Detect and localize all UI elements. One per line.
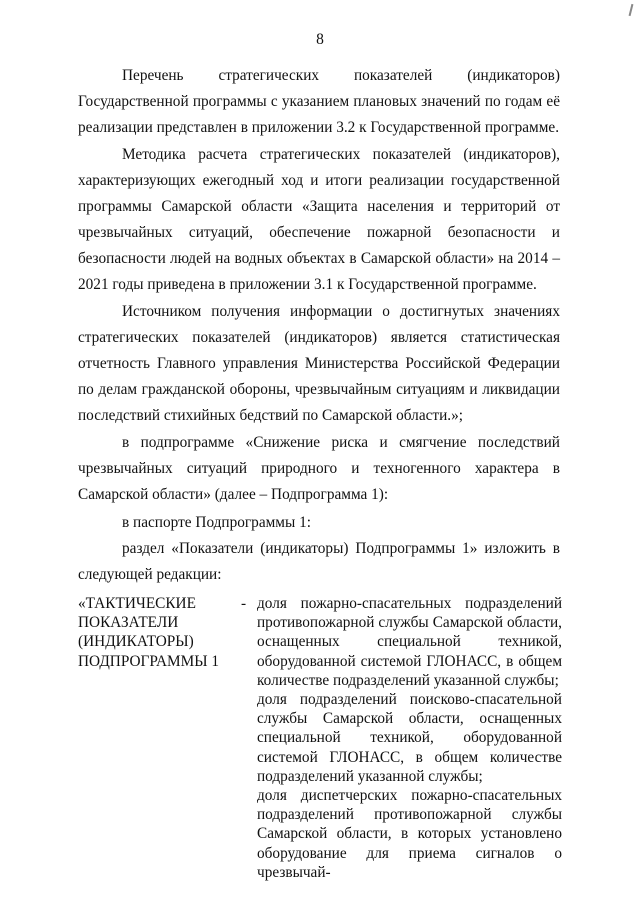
title-line: ПОДПРОГРАММЫ 1 (78, 652, 220, 670)
scan-mark (629, 4, 634, 16)
indicator-item: доля диспетчерских пожарно-спасательных подразделений противопожарной службы Самарской области, в которых установлено оборудование для приема сигналов о чрезвычай- (257, 787, 562, 881)
page-number: 8 (316, 31, 324, 48)
tactical-indicators-block (78, 594, 562, 881)
list-dash: - (241, 595, 247, 612)
paragraph-passport: в паспорте Подпрограммы 1: (122, 514, 311, 531)
paragraph-information-source: Источником получения информации о достигнутых значениях стратегических показателей (индикаторов) является статистическая отчетность Главного управления Министерства Российской Федерации по делам гражданской обороны, чрезвычайным ситуациям и ликвидации последствий стихийных бедствий по Самарской области.»; (78, 303, 560, 425)
title-line: (ИНДИКАТОРЫ) (78, 633, 194, 651)
indicator-item: доля подразделений поисково-спасательной службы Самарской области, оснащенных специальной техникой, оборудованной системой ГЛОНАСС, в общем количестве подразделений указанной службы; (257, 691, 562, 785)
indicator-list (257, 594, 562, 882)
paragraph-indicators-list: Перечень стратегических показателей (индикаторов) Государственной программы с указанием плановых значений по годам её реализации представлен в приложении 3.2 к Государственной программе. (78, 67, 560, 137)
paragraph-methodology: Методика расчета стратегических показателей (индикаторов), характеризующих ежегодный ход и итоги реализации государственной программы Самарской области «Защита населения и территорий от чрезвычайных ситуаций, обеспечение пожарной безопасности и безопасности людей на водных объектах в Самарской области» на 2014 – 2021 годы приведена в приложении 3.1 к Государственной программе. (78, 146, 560, 294)
indicator-item: доля пожарно-спасательных подразделений противопожарной службы Самарской области, оснащенных специальной техникой, оборудованной системой ГЛОНАСС, в общем количестве подразделений указанной службы; (257, 595, 562, 689)
paragraph-section-change: раздел «Показатели (индикаторы) Подпрограммы 1» изложить в следующей редакции: (78, 540, 560, 584)
title-line: «ТАКТИЧЕСКИЕ (78, 595, 196, 612)
tactical-indicators-title (78, 594, 238, 671)
paragraph-subprogram-intro: в подпрограмме «Снижение риска и смягчение последствий чрезвычайных ситуаций природного и техногенного характера в Самарской области» (далее – Подпрограмма 1): (78, 434, 560, 504)
title-line: ПОКАЗАТЕЛИ (78, 614, 179, 632)
